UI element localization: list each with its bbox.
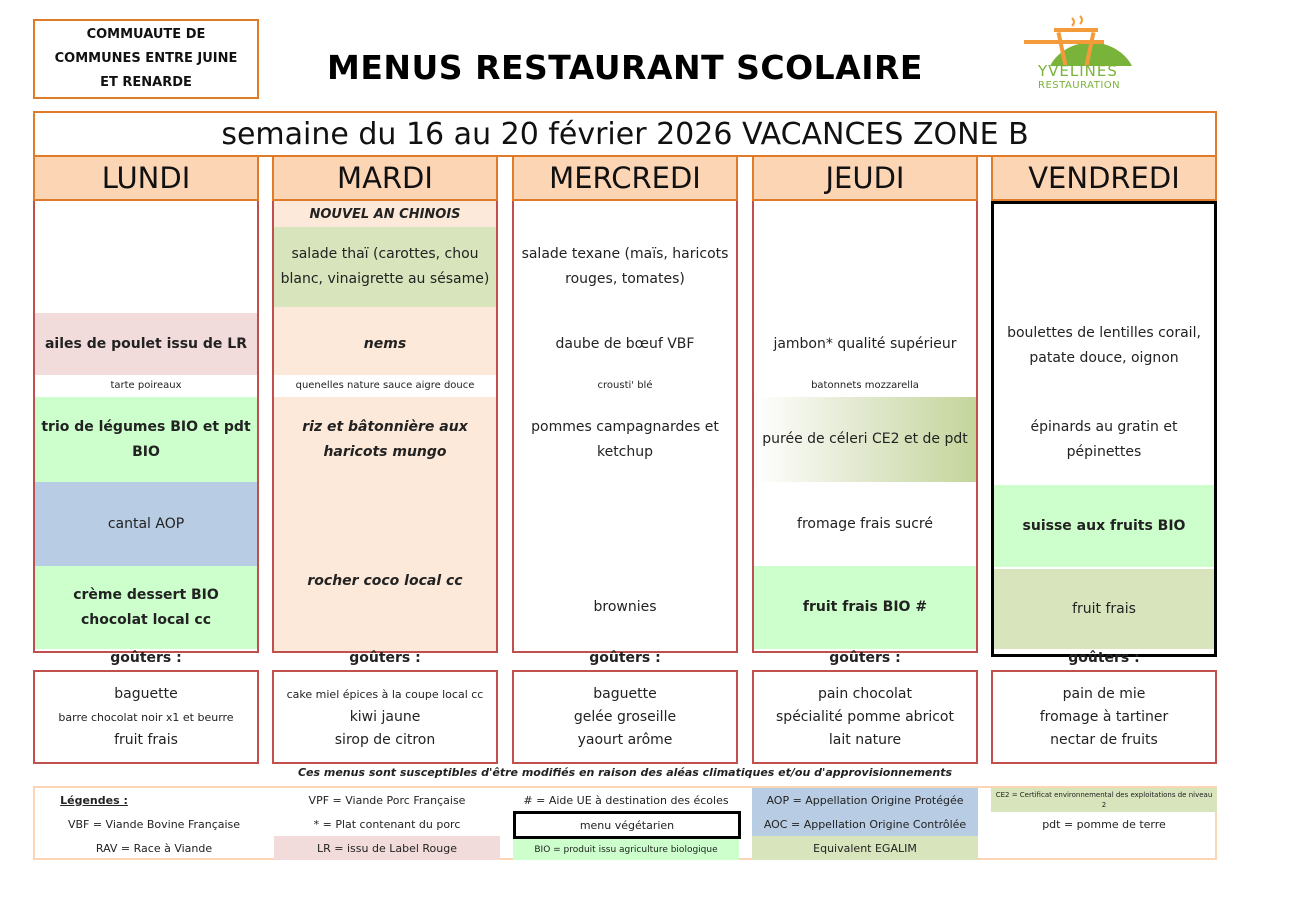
menu-plat: nems (363, 335, 407, 352)
day-menu-vegetarian (991, 201, 1217, 657)
gouter-item: fromage à tartiner (1039, 708, 1169, 725)
legend-porc: * = Plat contenant du porc (313, 817, 461, 831)
gouters-label: goûters : (349, 650, 421, 666)
logo-graphic-icon (1020, 14, 1140, 66)
page-title: MENUS RESTAURANT SCOLAIRE (327, 48, 923, 87)
gouter-item: yaourt arôme (577, 731, 673, 748)
menu-alt-plat: crousti' blé (597, 380, 653, 391)
gouter-item: kiwi jaune (349, 708, 421, 725)
menu-dessert: brownies (593, 599, 657, 615)
gouter-item: lait nature (828, 731, 902, 748)
menu-accompagnement: pommes campagnardes et ketchup (531, 418, 719, 460)
legend-title: Légendes : (60, 793, 128, 807)
menu-laitage: fromage frais sucré (797, 515, 933, 532)
day-column-mardi (272, 157, 498, 653)
gouter-box-mercredi (512, 670, 738, 764)
week-banner: semaine du 16 au 20 février 2026 VACANCES ZONE B (33, 111, 1217, 157)
menu-entree: salade thaï (carottes, chou blanc, vinaigrette au sésame) (274, 227, 496, 307)
legend-ue: # = Aide UE à destination des écoles (523, 793, 729, 807)
day-header: VENDREDI (991, 157, 1217, 201)
gouters-label: goûters : (110, 650, 182, 666)
menu-accompagnement: trio de légumes BIO et pdt BIO (35, 397, 257, 482)
gouter-box-vendredi (991, 670, 1217, 764)
menu-accompagnement: purée de céleri CE2 et de pdt (754, 397, 976, 482)
menu-dessert: fruit frais BIO # (754, 566, 976, 649)
day-menu (752, 201, 978, 653)
legend-aoc: AOC = Appellation Origine Contrôlée (752, 812, 978, 836)
legend-vpf: VPF = Viande Porc Française (308, 793, 466, 807)
day-menu (33, 201, 259, 653)
legend-ce2: CE2 = Certificat environnemental des exploitations de niveau 2 (991, 788, 1217, 812)
menu-entree (754, 201, 976, 313)
menu-theme: NOUVEL AN CHINOIS (309, 206, 461, 222)
legend-bio: BIO = produit issu agriculture biologique (513, 839, 739, 860)
menu-alt-plat: quenelles nature sauce aigre douce (274, 375, 496, 397)
menu-plat: jambon* qualité supérieur (773, 335, 957, 352)
day-header: JEUDI (752, 157, 978, 201)
day-header: MARDI (272, 157, 498, 201)
menu-alt-plat: batonnets mozzarella (811, 380, 919, 391)
gouters-label: goûters : (589, 650, 661, 666)
gouter-item: baguette (114, 685, 178, 702)
day-column-mercredi (512, 157, 738, 653)
day-header: MERCREDI (512, 157, 738, 201)
legend-rav: RAV = Race à Viande (95, 841, 213, 855)
menu-entree: salade texane (maïs, haricots rouges, tomates) (521, 246, 729, 287)
menu-plat: ailes de poulet issu de LR (35, 313, 257, 375)
gouter-box-mardi (272, 670, 498, 764)
day-column-lundi (33, 157, 259, 653)
menu-dessert: rocher coco local cc (307, 572, 463, 589)
menu-entree (994, 204, 1214, 316)
gouter-box-lundi (33, 670, 259, 764)
menu-laitage (514, 482, 736, 566)
gouter-item: pain chocolat (817, 685, 913, 702)
menu-laitage: suisse aux fruits BIO (994, 485, 1214, 567)
gouter-item: gelée groseille (573, 708, 677, 725)
gouter-item: baguette (593, 685, 657, 702)
menu-accompagnement: riz et bâtonnière aux haricots mungo (302, 418, 468, 460)
legend-egalim: Equivalent EGALIM (752, 836, 978, 860)
menu-laitage: cantal AOP (35, 482, 257, 566)
day-menu (512, 201, 738, 653)
logo-text-yvelines: YVELINES (1038, 62, 1118, 80)
menu-dessert: fruit frais (994, 569, 1214, 649)
gouter-item: pain de mie (1062, 685, 1146, 702)
day-column-jeudi (752, 157, 978, 653)
yvelines-restauration-logo (1020, 14, 1140, 96)
logo-text-restauration: RESTAURATION (1038, 80, 1121, 91)
gouter-item: fruit frais (114, 731, 178, 748)
menu-plat: daube de bœuf VBF (555, 335, 695, 352)
gouters-label: goûters : (1068, 650, 1140, 666)
menu-alt-plat: tarte poireaux (110, 380, 182, 391)
menu-plat: boulettes de lentilles corail, patate douce, oignon (1007, 325, 1201, 366)
gouter-box-jeudi (752, 670, 978, 764)
day-column-vendredi (991, 157, 1217, 657)
legend-box (33, 786, 1217, 860)
menu-entree (35, 201, 257, 313)
day-header: LUNDI (33, 157, 259, 201)
legend-aop: AOP = Appellation Origine Protégée (752, 788, 978, 812)
gouter-item: nectar de fruits (1050, 731, 1158, 748)
legend-pdt: pdt = pomme de terre (1042, 817, 1166, 831)
gouters-label: goûters : (829, 650, 901, 666)
menu-accompagnement: épinards au gratin et pépinettes (1030, 418, 1178, 460)
gouter-item: spécialité pomme abricot (776, 708, 954, 725)
day-menu (272, 201, 498, 653)
legend-lr: LR = issu de Label Rouge (274, 836, 500, 860)
organization-name: COMMUAUTE DE COMMUNES ENTRE JUINE ET RENARDE (33, 19, 259, 99)
menu-dessert: crème dessert BIO chocolat local cc (35, 566, 257, 649)
gouter-item: cake miel épices à la coupe local cc (286, 687, 484, 701)
gouter-item: sirop de citron (334, 731, 436, 748)
disclaimer-text: Ces menus sont susceptibles d'être modifiés en raison des aléas climatiques et/ou d'approvisionnements (297, 766, 953, 779)
gouter-item: barre chocolat noir x1 et beurre (58, 710, 234, 724)
legend-vegetarien: menu végétarien (513, 811, 741, 839)
legend-vbf: VBF = Viande Bovine Française (67, 817, 241, 831)
